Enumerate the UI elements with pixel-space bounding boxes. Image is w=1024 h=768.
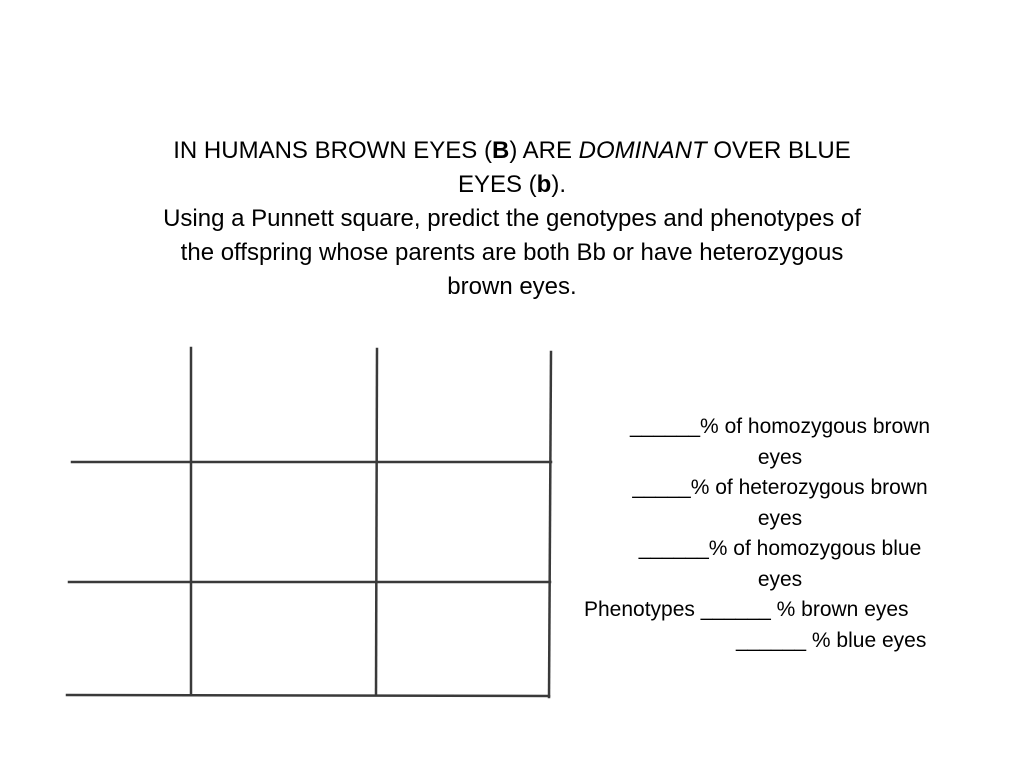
heterozygous-brown-line: _____% of heterozygous brown bbox=[632, 476, 928, 499]
answer-block bbox=[570, 412, 990, 656]
punnett-square-grid bbox=[60, 340, 570, 710]
phenotypes-brown-line: Phenotypes ______ % brown eyes bbox=[584, 598, 909, 621]
homozygous-blue-line-cont: eyes bbox=[757, 567, 803, 591]
title-block bbox=[90, 134, 934, 304]
title-text-4: EYES ( bbox=[457, 171, 537, 198]
dominant-word: DOMINANT bbox=[578, 137, 707, 164]
recessive-allele: b bbox=[536, 171, 552, 198]
phenotypes-blue-line: ______ % blue eyes bbox=[736, 628, 927, 652]
title-text-5: ). bbox=[551, 171, 567, 198]
title-text-2: ) ARE bbox=[509, 137, 579, 164]
homozygous-blue-line: ______% of homozygous blue bbox=[638, 537, 922, 560]
instruction-line-3: brown eyes. bbox=[447, 273, 577, 300]
title-line-1 bbox=[90, 134, 934, 168]
grid-line-horizontal-3 bbox=[67, 695, 549, 696]
instruction-line-2: the offspring whose parents are both Bb or have heterozygous bbox=[180, 239, 844, 266]
heterozygous-brown-line-cont: eyes bbox=[757, 506, 803, 530]
grid-line-vertical-2 bbox=[376, 349, 377, 695]
instruction-line-1: Using a Punnett square, predict the genotypes and phenotypes of bbox=[163, 205, 861, 232]
title-line-2 bbox=[90, 168, 934, 202]
title-text-3: OVER BLUE bbox=[706, 137, 851, 164]
title-text-1: IN HUMANS BROWN EYES ( bbox=[173, 137, 492, 164]
grid-line-vertical-3 bbox=[549, 352, 551, 697]
homozygous-brown-line-cont: eyes bbox=[757, 445, 803, 469]
dominant-allele: B bbox=[491, 137, 510, 164]
homozygous-brown-line: ______% of homozygous brown bbox=[629, 415, 931, 438]
